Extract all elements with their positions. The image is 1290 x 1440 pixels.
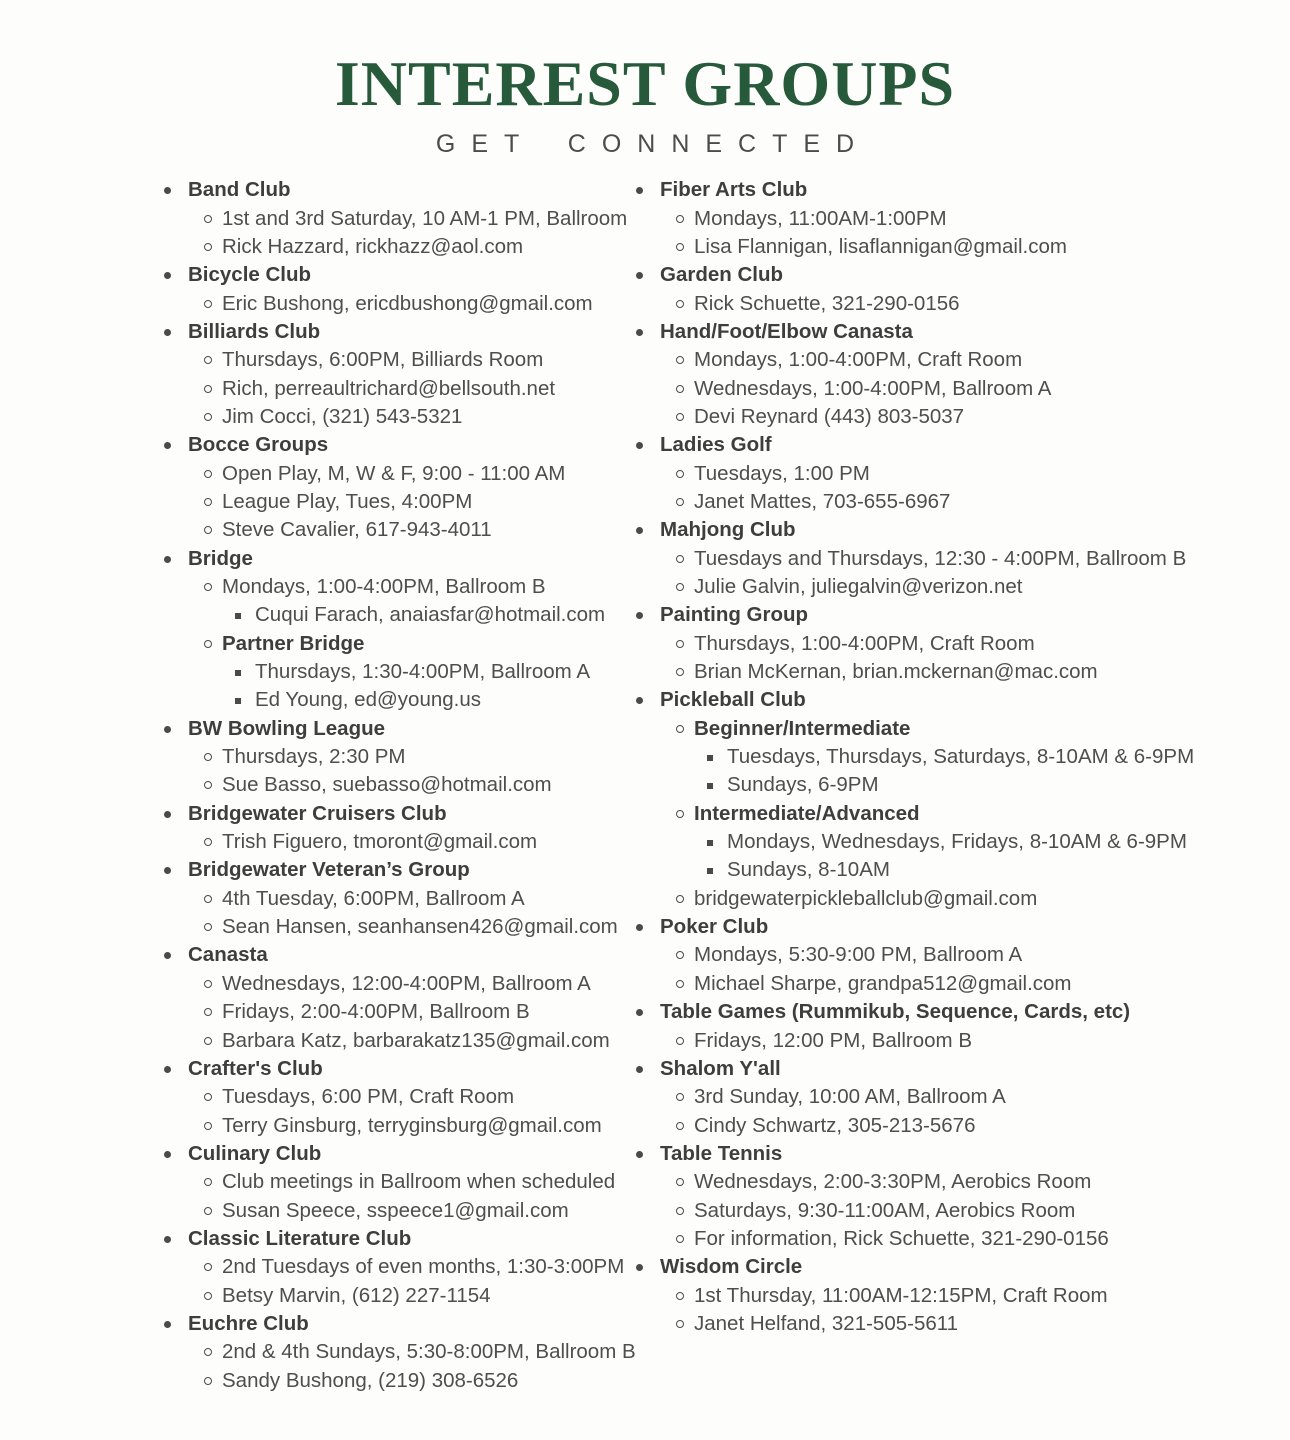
item-text: Open Play, M, W & F, 9:00 - 11:00 AM xyxy=(222,461,566,485)
bullet-dot-icon xyxy=(636,1264,643,1271)
item-text: Susan Speece, sspeece1@gmail.com xyxy=(222,1198,569,1222)
interest-group xyxy=(158,1140,630,1225)
bullet-circle-icon xyxy=(204,1263,212,1271)
group-name: Pickleball Club xyxy=(660,688,806,712)
bullet-circle-icon xyxy=(204,980,212,988)
list-item xyxy=(630,403,1250,431)
interest-group xyxy=(158,545,630,715)
item-text: Michael Sharpe, grandpa512@gmail.com xyxy=(694,971,1072,995)
bullet-circle-icon xyxy=(204,1008,212,1016)
group-heading-row xyxy=(158,431,630,459)
item-text: For information, Rick Schuette, 321-290-0156 xyxy=(694,1226,1109,1250)
list-item xyxy=(630,205,1250,233)
group-heading-row xyxy=(158,261,630,289)
bullet-dot-icon xyxy=(164,442,171,449)
sub-item-text: Ed Young, ed@young.us xyxy=(255,688,482,712)
list-item xyxy=(630,1112,1250,1140)
bullet-circle-icon xyxy=(676,668,684,676)
bullet-circle-icon xyxy=(676,1320,684,1328)
bullet-circle-icon xyxy=(676,470,684,478)
bullet-square-icon xyxy=(707,868,713,874)
bullet-circle-icon xyxy=(204,498,212,506)
list-item xyxy=(158,290,630,318)
list-item xyxy=(158,743,630,771)
group-name: Euchre Club xyxy=(188,1311,309,1335)
bullet-circle-icon xyxy=(676,300,684,308)
list-item xyxy=(630,290,1250,318)
group-heading-row xyxy=(630,318,1250,346)
list-item xyxy=(630,1027,1250,1055)
bullet-circle-icon xyxy=(676,413,684,421)
list-item xyxy=(158,970,630,998)
list-item xyxy=(158,460,630,488)
bullet-circle-icon xyxy=(676,356,684,364)
item-text: Janet Helfand, 321-505-5611 xyxy=(694,1311,959,1335)
column-right xyxy=(630,176,1250,1395)
group-heading-row xyxy=(158,176,630,204)
list-item xyxy=(158,828,630,856)
group-name: Billiards Club xyxy=(188,319,321,343)
bullet-dot-icon xyxy=(164,272,171,279)
interest-group xyxy=(158,1310,636,1395)
group-heading-row xyxy=(630,1253,1250,1281)
list-item xyxy=(158,885,630,913)
item-text: Mondays, 1:00-4:00PM, Craft Room xyxy=(694,348,1023,372)
item-text: Devi Reynard (443) 803-5037 xyxy=(694,404,965,428)
bullet-circle-icon xyxy=(204,753,212,761)
item-text: Eric Bushong, ericdbushong@gmail.com xyxy=(222,291,593,315)
list-item xyxy=(630,375,1250,403)
bullet-dot-icon xyxy=(636,612,643,619)
bullet-circle-icon xyxy=(204,640,212,648)
sub-list-item xyxy=(630,743,1250,771)
group-name: Fiber Arts Club xyxy=(660,178,808,202)
bullet-dot-icon xyxy=(636,527,643,534)
interest-group xyxy=(630,261,1250,318)
item-text: 2nd Tuesdays of even months, 1:30-3:00PM xyxy=(222,1255,625,1279)
item-text: Partner Bridge xyxy=(222,631,365,655)
bullet-circle-icon xyxy=(204,215,212,223)
sub-item-text: Cuqui Farach, anaiasfar@hotmail.com xyxy=(255,603,606,627)
bullet-circle-icon xyxy=(204,1178,212,1186)
sub-list-item xyxy=(630,771,1250,799)
bullet-square-icon xyxy=(707,783,713,789)
group-name: Poker Club xyxy=(660,915,769,939)
item-text: Rich, perreaultrichard@bellsouth.net xyxy=(222,376,556,400)
list-item xyxy=(630,1083,1250,1111)
group-heading-row xyxy=(630,261,1250,289)
list-item xyxy=(630,658,1250,686)
page-title: INTEREST GROUPS xyxy=(334,48,956,119)
group-name: Crafter's Club xyxy=(188,1056,323,1080)
list-item xyxy=(630,1197,1250,1225)
list-item xyxy=(630,545,1250,573)
item-text: 1st and 3rd Saturday, 10 AM-1 PM, Ballroom xyxy=(222,206,628,230)
group-heading-row xyxy=(630,998,1250,1026)
bullet-circle-icon xyxy=(676,583,684,591)
item-text: Thursdays, 6:00PM, Billiards Room xyxy=(222,348,544,372)
item-text: Brian McKernan, brian.mckernan@mac.com xyxy=(694,660,1098,684)
bullet-circle-icon xyxy=(204,1207,212,1215)
item-text: Fridays, 2:00-4:00PM, Ballroom B xyxy=(222,1000,530,1024)
bullet-circle-icon xyxy=(676,555,684,563)
group-name: Bicycle Club xyxy=(188,263,312,287)
item-text: Tuesdays, 1:00 PM xyxy=(694,461,870,485)
group-name: Shalom Y'all xyxy=(660,1056,781,1080)
bullet-dot-icon xyxy=(164,726,171,733)
list-item xyxy=(630,885,1250,913)
item-text: Fridays, 12:00 PM, Ballroom B xyxy=(694,1028,972,1052)
group-heading-row xyxy=(630,913,1250,941)
group-name: Painting Group xyxy=(660,603,809,627)
group-name: Wisdom Circle xyxy=(660,1255,803,1279)
sub-list-item xyxy=(630,856,1250,884)
list-item xyxy=(630,715,1250,743)
groups-columns xyxy=(0,176,1290,1395)
bullet-dot-icon xyxy=(164,556,171,563)
list-item xyxy=(158,488,630,516)
bullet-square-icon xyxy=(235,698,241,704)
item-text: Julie Galvin, juliegalvin@verizon.net xyxy=(694,575,1023,598)
bullet-circle-icon xyxy=(204,243,212,251)
group-name: Table Games (Rummikub, Sequence, Cards, etc) xyxy=(660,1000,1131,1024)
bullet-square-icon xyxy=(235,613,241,619)
interest-group xyxy=(158,715,630,800)
bullet-circle-icon xyxy=(676,1292,684,1300)
list-item xyxy=(158,1253,630,1281)
group-name: Ladies Golf xyxy=(660,433,772,457)
group-name: Bocce Groups xyxy=(188,433,329,457)
sub-item-text: Thursdays, 1:30-4:00PM, Ballroom A xyxy=(255,660,590,684)
interest-group xyxy=(630,318,1250,431)
bullet-dot-icon xyxy=(636,442,643,449)
group-name: Hand/Foot/Elbow Canasta xyxy=(660,319,913,343)
column-left xyxy=(158,176,636,1395)
item-text: Tuesdays, 6:00 PM, Craft Room xyxy=(222,1085,515,1109)
bullet-dot-icon xyxy=(164,952,171,959)
bullet-circle-icon xyxy=(676,725,684,733)
group-heading-row xyxy=(158,941,630,969)
item-text: Mondays, 1:00-4:00PM, Ballroom B xyxy=(222,575,546,598)
bullet-square-icon xyxy=(707,755,713,761)
bullet-circle-icon xyxy=(676,951,684,959)
interest-group xyxy=(630,431,1250,516)
list-item xyxy=(158,1197,630,1225)
bullet-circle-icon xyxy=(204,1093,212,1101)
interest-group xyxy=(158,941,630,1054)
group-name: Band Club xyxy=(188,178,291,202)
bullet-dot-icon xyxy=(636,924,643,931)
item-text: Lisa Flannigan, lisaflannigan@gmail.com xyxy=(694,234,1067,258)
bullet-circle-icon xyxy=(204,1122,212,1130)
interest-group xyxy=(158,318,630,431)
item-text: Steve Cavalier, 617-943-4011 xyxy=(222,518,492,542)
bullet-circle-icon xyxy=(676,215,684,223)
item-text: Janet Mattes, 703-655-6967 xyxy=(694,489,951,513)
group-heading-row xyxy=(158,1310,630,1338)
sub-list-item xyxy=(158,686,630,714)
bullet-circle-icon xyxy=(676,810,684,818)
bullet-circle-icon xyxy=(204,413,212,421)
bullet-dot-icon xyxy=(636,697,643,704)
group-name: Garden Club xyxy=(660,263,784,287)
list-item xyxy=(158,998,630,1026)
bullet-circle-icon xyxy=(204,781,212,789)
item-text: 1st Thursday, 11:00AM-12:15PM, Craft Room xyxy=(694,1283,1108,1307)
item-text: Sandy Bushong, (219) 308-6526 xyxy=(222,1368,519,1392)
interest-group xyxy=(630,176,1250,261)
bullet-circle-icon xyxy=(676,895,684,903)
list-item xyxy=(630,1168,1250,1196)
bullet-dot-icon xyxy=(636,272,643,279)
list-item xyxy=(158,1083,630,1111)
list-item xyxy=(158,913,630,941)
bullet-circle-icon xyxy=(204,526,212,534)
group-heading-row xyxy=(158,1055,630,1083)
interest-group xyxy=(630,1055,1250,1140)
group-name: Canasta xyxy=(188,943,268,967)
bullet-circle-icon xyxy=(204,838,212,846)
list-item xyxy=(158,573,630,601)
sub-item-text: Sundays, 8-10AM xyxy=(727,858,890,882)
list-item xyxy=(158,375,630,403)
bullet-circle-icon xyxy=(676,1178,684,1186)
item-text: League Play, Tues, 4:00PM xyxy=(222,489,473,513)
group-name: BW Bowling League xyxy=(188,716,386,740)
list-item xyxy=(158,1027,630,1055)
list-item xyxy=(158,630,630,658)
sub-list-item xyxy=(630,828,1250,856)
bullet-circle-icon xyxy=(676,385,684,393)
item-text: Sue Basso, suebasso@hotmail.com xyxy=(222,773,552,797)
group-heading-row xyxy=(630,1055,1250,1083)
sub-item-text: Tuesdays, Thursdays, Saturdays, 8-10AM & 6-9PM xyxy=(727,745,1195,769)
interest-group xyxy=(158,1225,630,1310)
item-text: Trish Figuero, tmoront@gmail.com xyxy=(222,830,538,854)
bullet-circle-icon xyxy=(676,1037,684,1045)
list-item xyxy=(158,1168,630,1196)
bullet-circle-icon xyxy=(204,356,212,364)
bullet-dot-icon xyxy=(164,1151,171,1158)
group-heading-row xyxy=(630,176,1250,204)
item-text: Wednesdays, 1:00-4:00PM, Ballroom A xyxy=(694,376,1052,400)
list-item xyxy=(630,573,1250,601)
interest-group xyxy=(630,1140,1250,1253)
interest-group xyxy=(158,176,630,261)
group-heading-row xyxy=(630,1140,1250,1168)
group-heading-row xyxy=(158,1225,630,1253)
bullet-square-icon xyxy=(235,670,241,676)
bullet-circle-icon xyxy=(204,300,212,308)
list-item xyxy=(158,205,630,233)
item-text: Terry Ginsburg, terryginsburg@gmail.com xyxy=(222,1113,602,1137)
item-text: Betsy Marvin, (612) 227-1154 xyxy=(222,1283,491,1307)
bullet-circle-icon xyxy=(204,923,212,931)
bullet-dot-icon xyxy=(636,329,643,336)
bullet-circle-icon xyxy=(204,895,212,903)
bullet-circle-icon xyxy=(676,243,684,251)
item-text: bridgewaterpickleballclub@gmail.com xyxy=(694,886,1038,910)
bullet-circle-icon xyxy=(676,980,684,988)
list-item xyxy=(630,800,1250,828)
group-heading-row xyxy=(630,686,1250,714)
group-heading-row xyxy=(630,601,1250,629)
item-text: Wednesdays, 12:00-4:00PM, Ballroom A xyxy=(222,971,591,995)
item-text: Thursdays, 1:00-4:00PM, Craft Room xyxy=(694,631,1035,655)
interest-group xyxy=(630,516,1250,601)
bullet-dot-icon xyxy=(164,187,171,194)
interest-group xyxy=(158,261,630,318)
list-item xyxy=(630,630,1250,658)
group-heading-row xyxy=(158,545,630,573)
group-heading-row xyxy=(158,1140,630,1168)
page-subtitle: GET CONNECTED xyxy=(435,130,871,159)
group-name: Classic Literature Club xyxy=(188,1226,412,1250)
item-text: Barbara Katz, barbarakatz135@gmail.com xyxy=(222,1028,610,1052)
list-item xyxy=(630,488,1250,516)
bullet-circle-icon xyxy=(676,1207,684,1215)
item-text: Jim Cocci, (321) 543-5321 xyxy=(222,404,463,428)
list-item xyxy=(158,516,630,544)
item-text: Club meetings in Ballroom when scheduled xyxy=(222,1170,616,1194)
bullet-dot-icon xyxy=(164,867,171,874)
item-text: Wednesdays, 2:00-3:30PM, Aerobics Room xyxy=(694,1170,1092,1194)
group-heading-row xyxy=(158,715,630,743)
list-item xyxy=(630,1282,1250,1310)
item-text: Cindy Schwartz, 305-213-5676 xyxy=(694,1113,976,1137)
item-text: Mondays, 5:30-9:00 PM, Ballroom A xyxy=(694,943,1023,967)
list-item xyxy=(158,771,630,799)
group-heading-row xyxy=(158,800,630,828)
item-text: Intermediate/Advanced xyxy=(694,801,920,825)
interest-group xyxy=(630,601,1250,686)
list-item xyxy=(630,346,1250,374)
bullet-dot-icon xyxy=(636,187,643,194)
interest-group xyxy=(158,1055,630,1140)
bullet-dot-icon xyxy=(636,1009,643,1016)
bullet-circle-icon xyxy=(204,1377,212,1385)
interest-group xyxy=(158,856,630,941)
list-item xyxy=(158,1367,630,1395)
item-text: Beginner/Intermediate xyxy=(694,716,911,740)
bullet-circle-icon xyxy=(676,1093,684,1101)
bullet-circle-icon xyxy=(204,1037,212,1045)
bullet-dot-icon xyxy=(164,1321,171,1328)
bullet-circle-icon xyxy=(204,385,212,393)
bullet-circle-icon xyxy=(204,470,212,478)
interest-group xyxy=(630,913,1250,998)
bullet-dot-icon xyxy=(164,1066,171,1073)
bullet-dot-icon xyxy=(164,1236,171,1243)
bullet-circle-icon xyxy=(676,1122,684,1130)
item-text: 4th Tuesday, 6:00PM, Ballroom A xyxy=(222,886,525,910)
group-name: Bridgewater Cruisers Club xyxy=(188,801,447,825)
list-item xyxy=(158,346,630,374)
interest-group xyxy=(630,686,1250,913)
item-text: 3rd Sunday, 10:00 AM, Ballroom A xyxy=(694,1085,1006,1109)
list-item xyxy=(158,1112,630,1140)
sub-item-text: Sundays, 6-9PM xyxy=(727,773,879,797)
item-text: Thursdays, 2:30 PM xyxy=(222,745,406,769)
item-text: Saturdays, 9:30-11:00AM, Aerobics Room xyxy=(694,1198,1076,1222)
item-text: Rick Hazzard, rickhazz@aol.com xyxy=(222,234,524,258)
bullet-circle-icon xyxy=(204,1292,212,1300)
list-item xyxy=(630,941,1250,969)
group-heading-row xyxy=(630,431,1250,459)
bullet-circle-icon xyxy=(676,498,684,506)
list-item xyxy=(158,1338,636,1366)
bullet-square-icon xyxy=(707,840,713,846)
item-text: Mondays, 11:00AM-1:00PM xyxy=(694,206,947,230)
group-name: Bridge xyxy=(188,546,253,570)
item-text: Tuesdays and Thursdays, 12:30 - 4:00PM, Ballroom B xyxy=(694,546,1187,570)
list-item xyxy=(630,1225,1250,1253)
bullet-dot-icon xyxy=(164,811,171,818)
bullet-dot-icon xyxy=(636,1151,643,1158)
interest-group xyxy=(158,431,630,544)
list-item xyxy=(158,233,630,261)
bullet-circle-icon xyxy=(676,1235,684,1243)
bullet-circle-icon xyxy=(204,583,212,591)
group-heading-row xyxy=(158,856,630,884)
bullet-dot-icon xyxy=(164,329,171,336)
group-heading-row xyxy=(630,516,1250,544)
group-name: Mahjong Club xyxy=(660,518,796,542)
list-item xyxy=(630,970,1250,998)
bullet-circle-icon xyxy=(204,1348,212,1356)
group-name: Culinary Club xyxy=(188,1141,322,1165)
group-name: Bridgewater Veteran’s Group xyxy=(188,858,470,882)
sub-list-item xyxy=(158,658,630,686)
list-item xyxy=(630,233,1250,261)
interest-group xyxy=(630,998,1250,1055)
item-text: 2nd & 4th Sundays, 5:30-8:00PM, Ballroom B xyxy=(222,1340,636,1364)
group-name: Table Tennis xyxy=(660,1141,783,1165)
list-item xyxy=(158,1282,630,1310)
interest-group xyxy=(158,800,630,857)
group-heading-row xyxy=(158,318,630,346)
list-item xyxy=(630,460,1250,488)
item-text: Rick Schuette, 321-290-0156 xyxy=(694,291,960,315)
list-item xyxy=(158,403,630,431)
sub-list-item xyxy=(158,601,630,629)
bullet-dot-icon xyxy=(636,1066,643,1073)
interest-group xyxy=(630,1253,1250,1338)
list-item xyxy=(630,1310,1250,1338)
sub-item-text: Mondays, Wednesdays, Fridays, 8-10AM & 6-9PM xyxy=(727,830,1187,854)
bullet-circle-icon xyxy=(676,640,684,648)
item-text: Sean Hansen, seanhansen426@gmail.com xyxy=(222,915,618,939)
